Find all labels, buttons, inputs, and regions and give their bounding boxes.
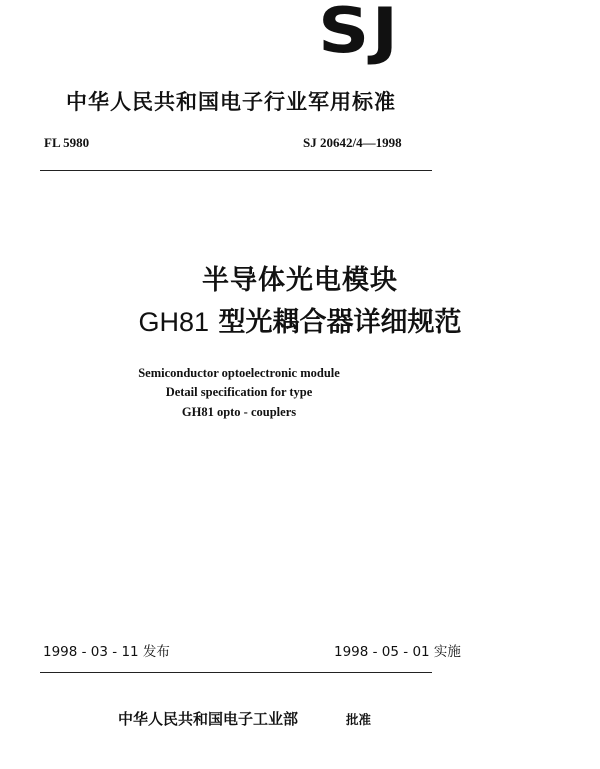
sj-logo: SJ	[318, 0, 401, 67]
standard-category-title: 中华人民共和国电子行业军用标准	[66, 90, 396, 114]
approved-label: 批准	[346, 712, 372, 727]
bottom-divider	[40, 672, 432, 673]
approving-authority: 中华人民共和国电子工业部	[118, 710, 299, 728]
main-title-type-code: GH81	[138, 307, 210, 337]
english-title-line1: Semiconductor optoelectronic module	[138, 366, 340, 380]
issue-date: 1998 - 03 - 11 发布	[43, 644, 170, 660]
standard-number: SJ 20642/4—1998	[303, 135, 402, 150]
main-title-zh-line2-text: 型光耦合器详细规范	[218, 307, 462, 338]
top-divider	[40, 170, 432, 171]
implementation-date: 1998 - 05 - 01 实施	[334, 644, 461, 660]
main-title-zh-line1: 半导体光电模块	[202, 265, 398, 296]
fl-code: FL 5980	[44, 135, 90, 150]
english-title-line3: GH81 opto - couplers	[181, 405, 297, 419]
english-title-line2: Detail specification for type	[165, 385, 313, 399]
main-title-zh-line2	[0, 300, 600, 339]
